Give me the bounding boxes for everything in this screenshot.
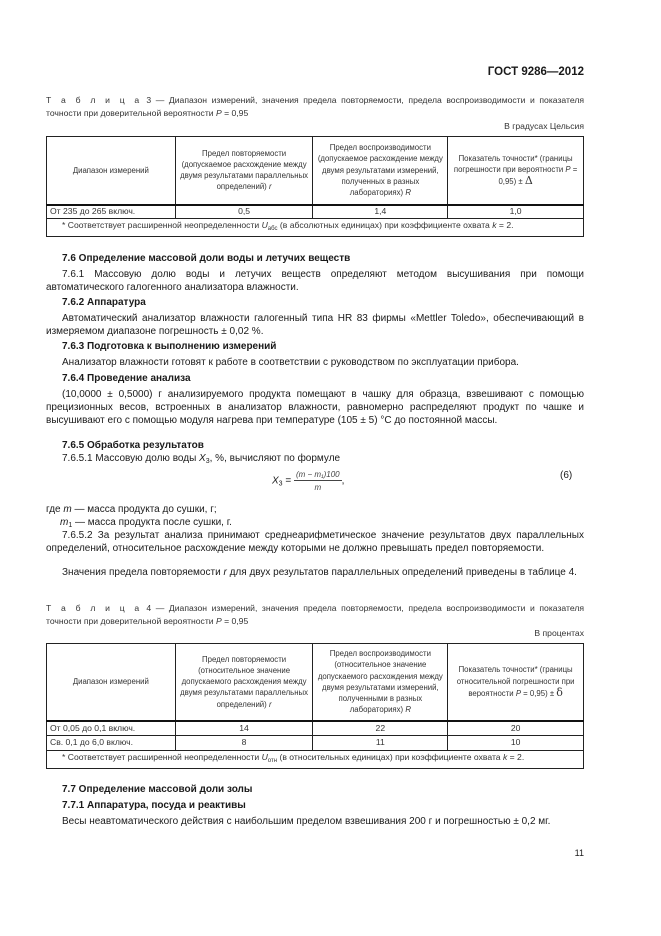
section-7-6-4-title: 7.6.4 Проведение анализа [62,373,191,384]
table3-col-range: Диапазон измерений [47,137,176,205]
table3-col-reproducibility: Предел воспроизводимости (допускаемое расхождение между двумя результатами измерений, полученных в разных лабораториях) R [313,137,448,205]
formula-numerator: (m − m₁)100 [295,470,340,479]
delta-small-symbol: δ [556,685,563,699]
table3-cell-R: 1,4 [313,205,448,219]
table4-caption [46,602,584,627]
delta-symbol: Δ [524,174,533,188]
section-7-6-2-title: 7.6.2 Аппаратура [62,297,146,308]
paragraph-7-6-5-2: 7.6.5.2 За результат анализа принимают среднеарифметическое значение результатов двух параллельных определений, относительное расхождение между которыми не должно превышать предел повторяемости. [46,530,584,554]
table3-caption-value: = 0,95 [221,107,249,118]
table4-col-accuracy: Показатель точности* (границы относительной погрешности при вероятности P = 0,95) ± δ [448,644,584,721]
table3-footnote-row [47,219,584,237]
paragraph-7-6-5-1: 7.6.5.1 Массовую долю воды $X_3$, %, вычисляют по формуле [62,453,341,465]
table3 [46,136,584,237]
table3-units: В градусах Цельсия [504,121,584,131]
page-number: 11 [574,848,584,858]
document-id: ГОСТ 9286—2012 [487,66,584,78]
equation-number: (6) [560,470,573,481]
table4-cell-r: 14 [175,721,313,736]
table4-footnote-row [47,751,584,769]
section-7-6-5-title: 7.6.5 Обработка результатов [62,440,204,451]
table4-footnote: * Соответствует расширенной неопределенности $U_{отн}$ (в относительных единицах) при коэффициенте охвата k = 2. [47,751,584,769]
table-row [47,205,584,219]
section-7-6-title: 7.6 Определение массовой доли воды и летучих веществ [62,253,351,264]
paragraph-7-6-4: (10,0000 ± 0,5000) г анализируемого продукта помещают в чашку для образца, взвешивают с помощью прецизионных весов, встроенных в анализатор влажности, равномерно распределяют продукт по чашке и высушивают его с помощью модуля нагрева при температуре (105 ± 5) °С до постоянной массы. [46,389,584,426]
table4-cell-delta: 20 [448,721,584,736]
table4-cell-R: 22 [313,721,448,736]
table3-col-repeatability: Предел повторяемости (допускаемое расхождение между двумя результатами параллельных определений) r [175,137,313,205]
table4-caption-value: = 0,95 [221,615,249,626]
section-7-7-title: 7.7 Определение массовой доли золы [62,784,253,795]
table3-caption-p: P [215,107,222,118]
table4-cell-r: 8 [175,736,313,751]
table4 [46,643,584,769]
table4-col-range: Диапазон измерений [47,644,176,721]
paragraph-7-7-1: Весы неавтоматического действия с наибольшим пределом взвешивания 200 г и погрешностью ± 0,2 мг. [62,816,551,827]
table4-header-row [47,644,584,721]
table3-caption-text: 3 — Диапазон измерений, значения предела повторяемости, предела воспроизводимости и показателя точности при доверительной вероятности [46,95,584,118]
section-7-6-3-title: 7.6.3 Подготовка к выполнению измерений [62,341,277,352]
where-m1: $m_1$ — масса продукта после сушки, г. [60,517,232,529]
table4-cell-R: 11 [313,736,448,751]
table4-cell-range: От 0,05 до 0,1 включ. [47,721,176,736]
paragraph-7-6-3: Анализатор влажности готовят к работе в соответствии с руководством по эксплуатации прибора. [62,357,519,368]
table3-col-accuracy: Показатель точности* (границы погрешности при вероятности P = 0,95) ± Δ [448,137,584,205]
table4-caption-p: P [215,615,222,626]
table3-cell-r: 0,5 [175,205,313,219]
table-row [47,736,584,751]
section-7-7-1-title: 7.7.1 Аппаратура, посуда и реактивы [62,800,246,811]
table3-header-row [47,137,584,205]
table4-col-repeatability: Предел повторяемости (относительное значение допускаемого расхождения между двумя результатами параллельных определений) r [175,644,313,721]
table3-footnote: * Соответствует расширенной неопределенности $U_{абс}$ (в абсолютных единицах) при коэффициенте охвата k = 2. [47,219,584,237]
paragraph-7-6-1: 7.6.1 Массовую долю воды и летучих веществ определяют методом высушивания при помощи автоматического галогенного анализатора влажности. [46,269,584,293]
table3-caption-prefix: Т а б л и ц а [46,95,142,105]
table4-col-reproducibility: Предел воспроизводимости (относительное значение допускаемого расхождения между двумя результатами измерений, полученными в разных лабораториях) R [313,644,448,721]
table4-cell-delta: 10 [448,736,584,751]
where-m: где m — масса продукта до сушки, г; [46,504,217,515]
formula-6: $X_3$ = $\frac{\text{(m − m₁)100}}{m}$ , [272,470,345,492]
table-row [47,721,584,736]
table4-units: В процентах [534,628,584,638]
paragraph-table4-reference: Значения предела повторяемости r для двух результатов параллельных определений приведены в таблице 4. [62,567,577,578]
table4-cell-range: Св. 0,1 до 6,0 включ. [47,736,176,751]
table4-caption-prefix: Т а б л и ц а [46,603,142,613]
table3-caption [46,94,584,119]
table3-cell-range: От 235 до 265 включ. [47,205,176,219]
table4-caption-text: 4 — Диапазон измерений, значения предела повторяемости, предела воспроизводимости и показателя точности при доверительной вероятности [46,603,584,626]
table3-cell-delta: 1,0 [448,205,584,219]
paragraph-7-6-2: Автоматический анализатор влажности галогенный типа HR 83 фирмы «Mettler Toledo», обеспечивающий в измеряемом диапазоне погрешность ± 0,02 %. [46,313,584,337]
formula-denominator: m [314,483,322,492]
formula-fraction [294,470,342,492]
